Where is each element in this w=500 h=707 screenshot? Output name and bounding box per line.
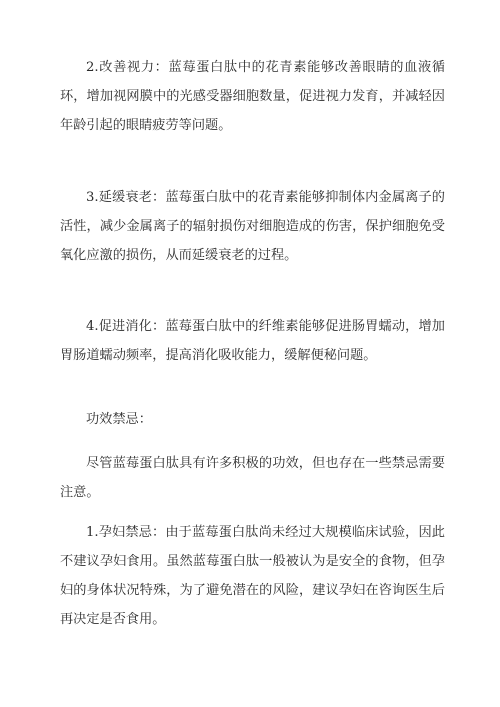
paragraph-pregnancy: 1.孕妇禁忌：由于蓝莓蛋白肽尚未经过大规模临床试验，因此不建议孕妇食用。虽然蓝莓蛋白肽一般被认为是安全的食物，但孕妇的身体状况特殊，为了避免潜在的风险，建议孕妇在咨询医生后再决定是否食用。: [60, 525, 445, 627]
paragraph-contraindications-intro: 尽管蓝莓蛋白肽具有许多积极的功效，但也存在一些禁忌需要注意。: [60, 456, 445, 500]
section-heading-contraindications: 功效禁忌：: [86, 412, 152, 427]
paragraph-digestion: 4.促进消化：蓝莓蛋白肽中的纤维素能够促进肠胃蠕动，增加胃肠道蠕动频率，提高消化吸收能力，缓解便秘问题。: [60, 319, 445, 363]
paragraph-anti-aging: 3.延缓衰老：蓝莓蛋白肽中的花青素能够抑制体内金属离子的活性，减少金属离子的辐射损伤对细胞造成的伤害，保护细胞免受氧化应激的损伤，从而延缓衰老的过程。: [60, 190, 445, 263]
paragraph-improve-vision: 2.改善视力：蓝莓蛋白肽中的花青素能够改善眼睛的血液循环，增加视网膜中的光感受器细胞数量，促进视力发育，并减轻因年龄引起的眼睛疲劳等问题。: [60, 60, 445, 133]
